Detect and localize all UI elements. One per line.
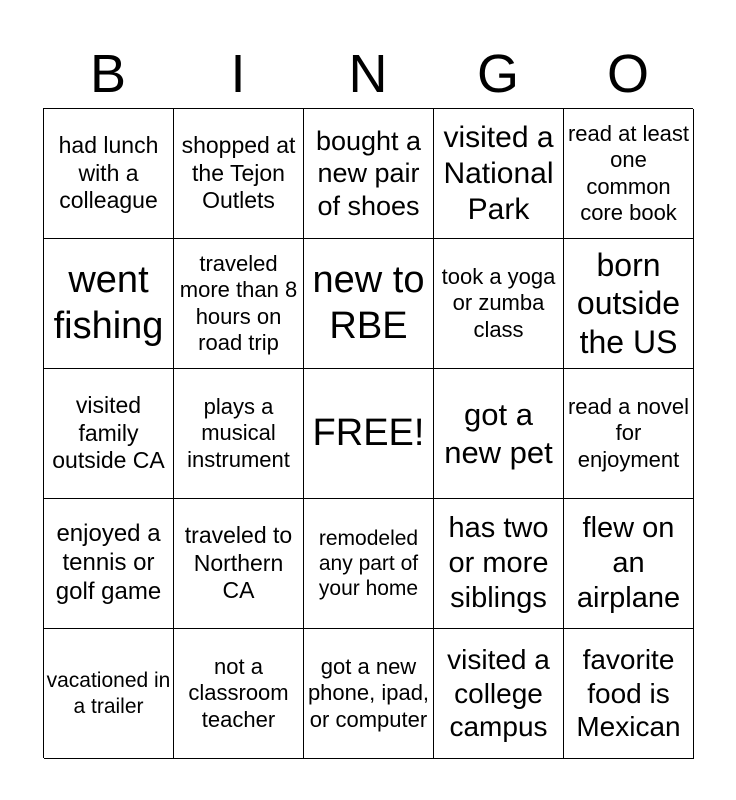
bingo-cell-r1c4[interactable] <box>434 109 564 239</box>
free-space-text: FREE! <box>312 411 425 454</box>
cell-text: read at least one common core book <box>567 120 690 225</box>
bingo-cell-r2c5[interactable] <box>564 239 694 369</box>
bingo-cell-r1c2[interactable] <box>174 109 304 239</box>
cell-text: read a novel for enjoyment <box>567 393 690 472</box>
cell-text: new to RBE <box>312 258 425 347</box>
cell-text: flew on an airplane <box>576 512 681 614</box>
cell-text: born outside the US <box>576 246 681 360</box>
bingo-cell-r4c2[interactable] <box>174 499 304 629</box>
cell-text: bought a new pair of shoes <box>315 125 422 221</box>
cell-text: visited a college campus <box>447 644 550 743</box>
bingo-cell-r3c1[interactable] <box>44 369 174 499</box>
cell-text: took a yoga or zumba class <box>441 263 556 342</box>
bingo-cell-r5c3[interactable] <box>304 629 434 759</box>
bingo-cell-r1c5[interactable] <box>564 109 694 239</box>
bingo-cell-r3c5[interactable] <box>564 369 694 499</box>
bingo-cell-r2c2[interactable] <box>174 239 304 369</box>
bingo-cell-r2c3[interactable] <box>304 239 434 369</box>
bingo-header <box>43 40 693 108</box>
cell-text: traveled to Northern CA <box>184 522 293 604</box>
cell-text: visited family outside CA <box>52 392 165 474</box>
bingo-cell-r4c3[interactable] <box>304 499 434 629</box>
bingo-cell-r4c4[interactable] <box>434 499 564 629</box>
header-letter-n: N <box>348 44 388 104</box>
cell-text: has two or more siblings <box>448 512 549 614</box>
header-letter-o: O <box>606 44 649 104</box>
bingo-cell-r2c4[interactable] <box>434 239 564 369</box>
bingo-board <box>43 108 693 758</box>
cell-text: got a new phone, ipad, or computer <box>307 653 430 732</box>
cell-text: traveled more than 8 hours on road trip <box>179 250 298 355</box>
cell-text: had lunch with a colleague <box>58 132 159 214</box>
header-letter-b: B <box>89 44 127 104</box>
bingo-cell-r5c1[interactable] <box>44 629 174 759</box>
cell-text: remodeled any part of your home <box>318 526 419 601</box>
cell-text: got a new pet <box>444 397 553 470</box>
bingo-cell-r2c1[interactable] <box>44 239 174 369</box>
bingo-cell-r3c4[interactable] <box>434 369 564 499</box>
bingo-cell-r5c2[interactable] <box>174 629 304 759</box>
cell-text: plays a musical instrument <box>187 393 290 472</box>
bingo-cell-r1c1[interactable] <box>44 109 174 239</box>
cell-text: favorite food is Mexican <box>576 644 681 743</box>
header-letter-i: I <box>230 44 246 104</box>
cell-text: vacationed in a trailer <box>46 669 171 718</box>
bingo-free-space[interactable] <box>304 369 434 499</box>
bingo-cell-r3c2[interactable] <box>174 369 304 499</box>
bingo-cell-r5c5[interactable] <box>564 629 694 759</box>
header-letter-g: G <box>476 44 519 104</box>
cell-text: visited a National Park <box>443 120 554 226</box>
bingo-cell-r4c5[interactable] <box>564 499 694 629</box>
cell-text: went fishing <box>53 258 164 347</box>
bingo-cell-r1c3[interactable] <box>304 109 434 239</box>
bingo-cell-r4c1[interactable] <box>44 499 174 629</box>
bingo-cell-r5c4[interactable] <box>434 629 564 759</box>
cell-text: shopped at the Tejon Outlets <box>181 132 296 214</box>
cell-text: enjoyed a tennis or golf game <box>55 520 162 605</box>
cell-text: not a classroom teacher <box>188 653 289 732</box>
